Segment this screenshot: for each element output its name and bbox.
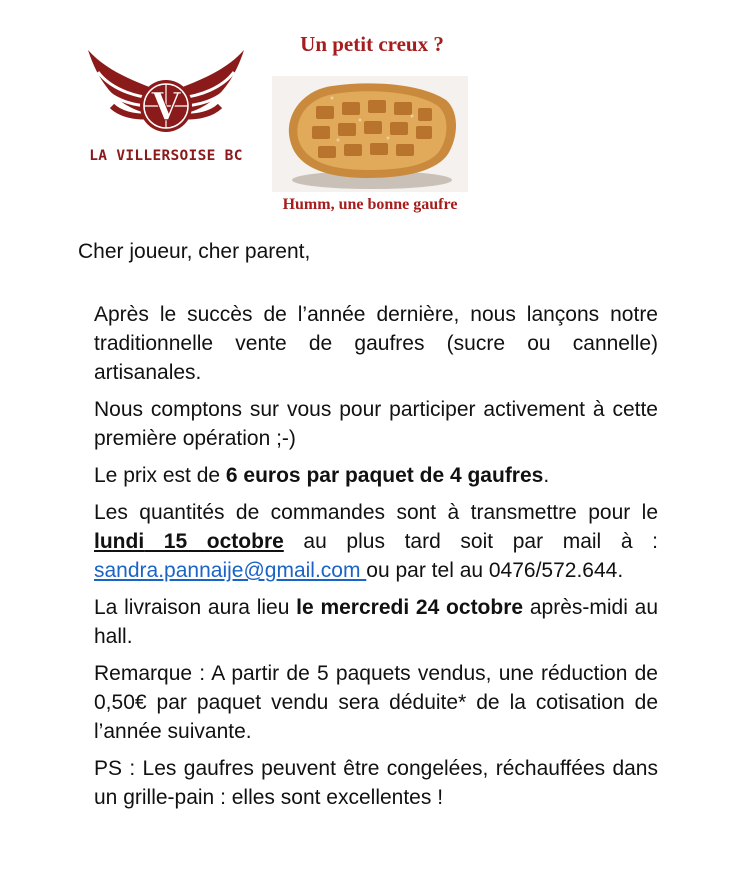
- paragraph-delivery: [94, 593, 658, 651]
- greeting: Cher joueur, cher parent,: [78, 240, 311, 263]
- paragraph-order: [94, 498, 658, 585]
- paragraph-price: [94, 461, 658, 490]
- letter-body: [94, 300, 658, 820]
- club-logo: [74, 44, 258, 174]
- paragraph-ps: PS : Les gaufres peuvent être congelées, réchauffées dans un grille-pain : elles sont excellentes !: [94, 757, 658, 809]
- order-phone: ou par tel au 0476/572.644.: [366, 559, 624, 582]
- winged-ball-logo-icon: [74, 44, 258, 148]
- paragraph-participation: Nous comptons sur vous pour participer activement à cette première opération ;-): [94, 398, 658, 450]
- order-deadline-date: 15 octobre: [144, 530, 284, 553]
- club-name: LA VILLERSOISE BC: [89, 148, 243, 164]
- price-intro: Le prix est de: [94, 464, 226, 487]
- delivery-intro: La livraison aura lieu: [94, 596, 297, 619]
- paragraph-remark: Remarque : A partir de 5 paquets vendus, une réduction de 0,50€ par paquet vendu sera déduite* de la cotisation de l’année suivante.: [94, 662, 658, 743]
- email-link[interactable]: sandra.pannaije@gmail.com: [94, 559, 367, 582]
- order-deadline-day: lundi: [94, 530, 145, 553]
- paragraph-intro: Après le succès de l’année dernière, nous lançons notre traditionnelle vente de gaufres (sucre ou cannelle) artisanales.: [94, 303, 658, 384]
- order-intro: Les quantités de commandes sont à transmettre pour le: [94, 501, 658, 524]
- price-value: 6 euros par paquet de 4 gaufres: [225, 464, 544, 487]
- price-end: .: [543, 464, 550, 487]
- waffle-icon: [272, 76, 468, 192]
- logo-letter: V: [151, 84, 181, 129]
- waffle-image: [272, 76, 468, 192]
- image-caption: Humm, une bonne gaufre: [282, 196, 458, 213]
- headline: Un petit creux ?: [300, 32, 444, 56]
- order-mail-label: au plus tard soit par mail à :: [283, 530, 658, 553]
- delivery-place: après-midi au hall.: [94, 596, 658, 648]
- delivery-date: le mercredi 24 octobre: [296, 596, 524, 619]
